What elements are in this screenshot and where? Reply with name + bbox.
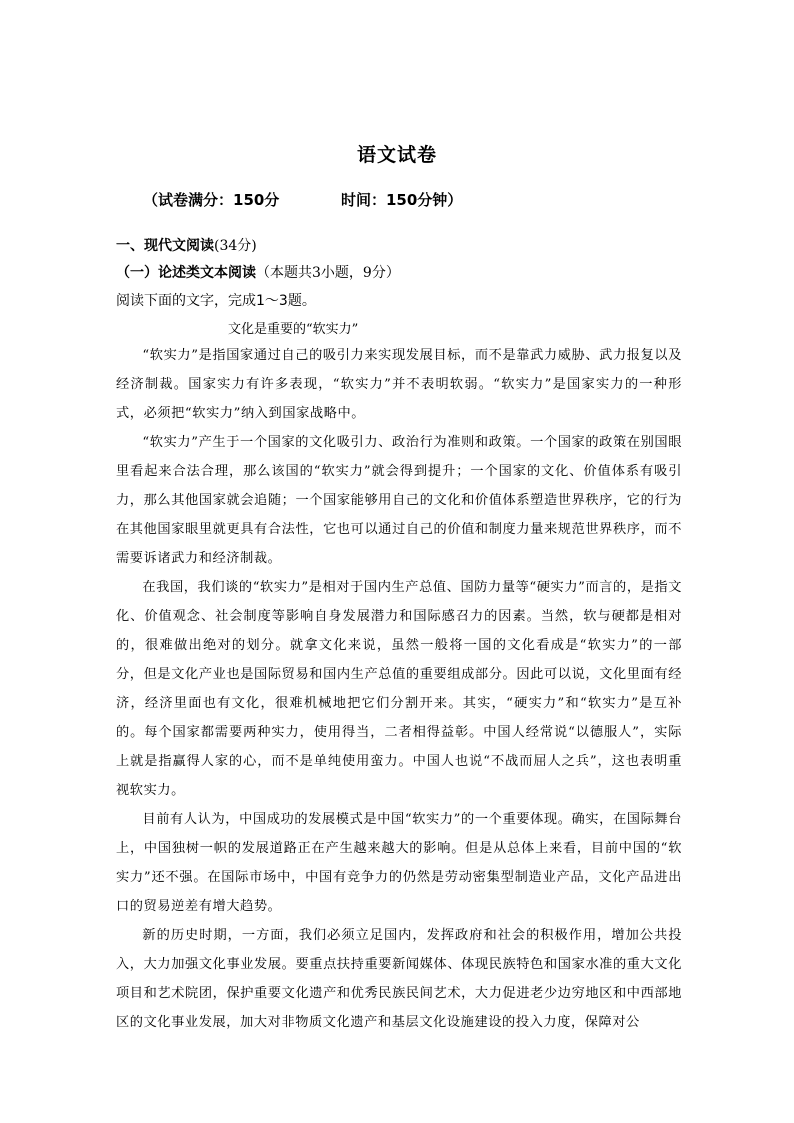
section-heading — [116, 235, 257, 255]
subsection-heading — [116, 262, 400, 282]
reading-instruction: 阅读下面的文字，完成1～3题。 — [116, 293, 316, 309]
time-info: 时间：150分钟） — [341, 191, 463, 209]
article-paragraph: 新的历史时期，一方面，我们必须立足国内，发挥政府和社会的积极作用，增加公共投入，大力加强文化事业发展。要重点扶持重要新闻媒体、体现民族特色和国家水准的重大文化项目和艺术院团，保护重要文化遗产和优秀民族民间艺术，大力促进老少边穷地区和中西部地区的文化事业发展，加大对非物质文化遗产和基层文化设施建设的投入力度，保障对公 — [116, 928, 682, 1030]
section-points: (34分) — [214, 238, 257, 254]
article-paragraph: “软实力”产生于一个国家的文化吸引力、政治行为准则和政策。一个国家的政策在别国眼里看起来合法合理，那么该国的“软实力”就会得到提升；一个国家的文化、价值体系有吸引力，那么其他国家就会追随；一个国家能够用自己的文化和价值体系塑造世界秩序，它的行为在其他国家眼里就更具有合法性，它也可以通过自己的价值和制度力量来规范世界秩序，而不需要诉诸武力和经济制裁。 — [116, 435, 682, 566]
article-title: 文化是重要的“软实力” — [228, 322, 359, 337]
score-info: （试卷满分：150分 — [143, 191, 280, 209]
section-title: 一、现代文阅读 — [116, 238, 214, 254]
subsection-title: （一）论述类文本阅读 — [116, 265, 256, 281]
page-title: 语文试卷 — [356, 144, 437, 166]
exam-meta — [143, 189, 703, 210]
article-body — [116, 341, 682, 1037]
subsection-note: （本题共3小题，9分） — [256, 265, 400, 281]
article-paragraph: 在我国，我们谈的“软实力”是相对于国内生产总值、国防力量等“硬实力”而言的，是指文化、价值观念、社会制度等影响自身发展潜力和国际感召力的因素。当然，软与硬都是相对的，很难做出绝对的划分。就拿文化来说，虽然一般将一国的文化看成是“软实力”的一部分，但是文化产业也是国际贸易和国内生产总值的重要组成部分。因此可以说，文化里面有经济，经济里面也有文化，很难机械地把它们分割开来。其实，“硬实力”和“软实力”是互补的。每个国家都需要两种实力，使用得当，二者相得益彰。中国人经常说“以德服人”，实际上就是指赢得人家的心，而不是单纯使用蛮力。中国人也说“不战而屈人之兵”，这也表明重视软实力。 — [116, 580, 682, 798]
article-paragraph: 目前有人认为，中国成功的发展模式是中国“软实力”的一个重要体现。确实，在国际舞台上，中国独树一帜的发展道路正在产生越来越大的影响。但是从总体上来看，目前中国的“软实力”还不强。在国际市场中，中国有竞争力的仍然是劳动密集型制造业产品，文化产品进出口的贸易逆差有增大趋势。 — [116, 812, 682, 914]
article-paragraph: “软实力”是指国家通过自己的吸引力来实现发展目标，而不是靠武力威胁、武力报复以及经济制裁。国家实力有许多表现，“软实力”并不表明软弱。“软实力”是国家实力的一种形式，必须把“软实力”纳入到国家战略中。 — [116, 348, 682, 421]
